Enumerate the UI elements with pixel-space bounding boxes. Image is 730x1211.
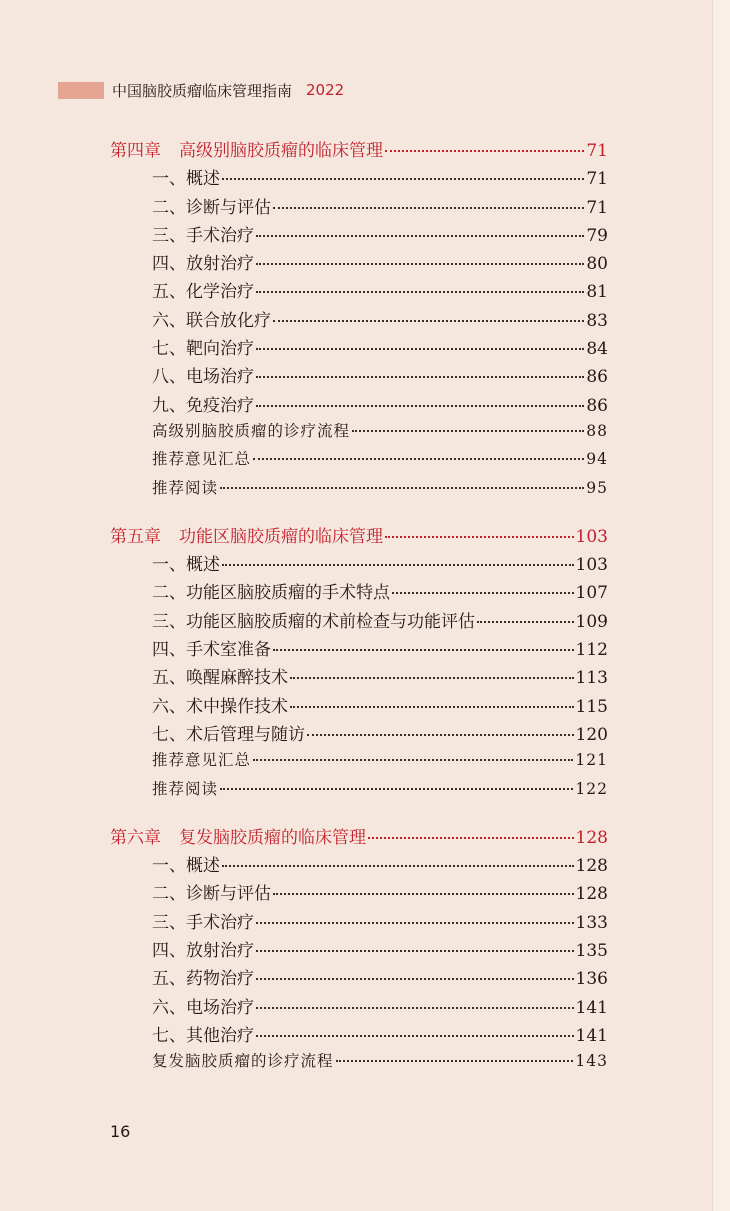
- entry-label: 三、功能区脑胶质瘤的术前检查与功能评估: [152, 611, 475, 632]
- dot-leader: [253, 759, 573, 761]
- entry-page: 107: [575, 583, 608, 604]
- dot-leader: [222, 564, 574, 566]
- dot-leader: [290, 706, 574, 708]
- toc-entry[interactable]: [110, 1049, 608, 1077]
- dot-leader: [256, 291, 584, 293]
- toc-entry[interactable]: [110, 550, 608, 578]
- book-title: 中国脑胶质瘤临床管理指南: [112, 81, 293, 100]
- dot-leader: [220, 487, 584, 489]
- dot-leader: [273, 320, 584, 322]
- entry-label: 推荐意见汇总: [152, 751, 252, 770]
- entry-page: 115: [575, 696, 608, 717]
- entry-page: 103: [575, 555, 608, 576]
- toc-entry[interactable]: [110, 277, 608, 305]
- chapter-title: 复发脑胶质瘤的临床管理: [179, 827, 366, 848]
- entry-label: 五、药物治疗: [152, 969, 254, 990]
- toc-entry[interactable]: [110, 164, 608, 192]
- dot-leader: [273, 207, 584, 209]
- dot-leader: [256, 376, 584, 378]
- toc-entry[interactable]: [110, 908, 608, 936]
- chapter-page: 103: [575, 526, 608, 547]
- toc-entry[interactable]: [110, 936, 608, 964]
- dot-leader: [352, 430, 584, 432]
- entry-page: 86: [586, 367, 608, 388]
- entry-label: 八、电场治疗: [152, 367, 254, 388]
- entry-label: 一、概述: [152, 856, 220, 877]
- dot-leader: [256, 978, 574, 980]
- dot-leader: [307, 734, 574, 736]
- toc-entry[interactable]: [110, 334, 608, 362]
- dot-leader: [477, 621, 574, 623]
- entry-label: 二、诊断与评估: [152, 884, 271, 905]
- entry-label: 推荐阅读: [152, 779, 219, 798]
- dot-leader: [290, 677, 574, 679]
- entry-label: 二、功能区脑胶质瘤的手术特点: [152, 583, 390, 604]
- entry-page: 84: [586, 339, 608, 360]
- entry-label: 四、手术室准备: [152, 640, 271, 661]
- entry-label: 三、手术治疗: [152, 912, 254, 933]
- entry-page: 141: [575, 1025, 608, 1046]
- toc-entry[interactable]: [110, 692, 608, 720]
- dot-leader: [256, 405, 584, 407]
- entry-page: 71: [586, 197, 608, 218]
- dot-leader: [256, 1035, 574, 1037]
- dot-leader: [222, 178, 584, 180]
- entry-page: 136: [575, 969, 608, 990]
- entry-page: 95: [586, 478, 608, 497]
- chapter-6-section: [110, 823, 608, 1078]
- toc-entry[interactable]: [110, 193, 608, 221]
- toc-entry[interactable]: [110, 578, 608, 606]
- toc-entry[interactable]: [110, 851, 608, 879]
- toc-entry[interactable]: [110, 720, 608, 748]
- chapter-number: 第五章: [110, 526, 161, 547]
- book-year: 2022: [306, 81, 345, 99]
- entry-page: 79: [586, 225, 608, 246]
- entry-page: 143: [575, 1052, 608, 1071]
- dot-leader: [273, 893, 574, 895]
- entry-page: 113: [575, 668, 608, 689]
- chapter-title: 高级别脑胶质瘤的临床管理: [179, 141, 383, 161]
- entry-label: 七、其他治疗: [152, 1025, 254, 1046]
- entry-page: 128: [575, 856, 608, 877]
- entry-label: 七、靶向治疗: [152, 339, 254, 360]
- dot-leader: [256, 263, 584, 265]
- dot-leader: [256, 950, 574, 952]
- dot-leader: [385, 150, 584, 152]
- entry-page: 81: [586, 282, 608, 303]
- entry-page: 121: [575, 751, 608, 770]
- entry-page: 122: [575, 779, 608, 798]
- entry-page: 135: [575, 941, 608, 962]
- entry-page: 71: [586, 169, 608, 190]
- page-number: 16: [110, 1122, 131, 1141]
- entry-label: 九、免疫治疗: [152, 395, 254, 416]
- entry-page: 80: [586, 254, 608, 275]
- entry-page: 128: [575, 884, 608, 905]
- dot-leader: [222, 865, 574, 867]
- entry-label: 一、概述: [152, 169, 220, 190]
- chapter-heading[interactable]: [110, 823, 608, 851]
- toc-entry[interactable]: [110, 964, 608, 992]
- dot-leader: [253, 458, 584, 460]
- toc-entry[interactable]: [110, 1021, 608, 1049]
- entry-label: 复发脑胶质瘤的诊疗流程: [152, 1052, 334, 1071]
- dot-leader: [256, 235, 584, 237]
- entry-page: 112: [575, 640, 608, 661]
- toc-entry[interactable]: [110, 777, 608, 805]
- entry-page: 94: [586, 450, 608, 469]
- toc-entry[interactable]: [110, 879, 608, 907]
- toc-entry[interactable]: [110, 419, 608, 447]
- entry-label: 四、放射治疗: [152, 254, 254, 275]
- entry-label: 六、联合放化疗: [152, 310, 271, 331]
- entry-label: 六、术中操作技术: [152, 696, 288, 717]
- entry-label: 推荐阅读: [152, 478, 219, 497]
- toc-entry[interactable]: [110, 748, 608, 776]
- entry-page: 141: [575, 997, 608, 1018]
- chapter-5-section: [110, 522, 608, 805]
- chapter-number: 第六章: [110, 827, 161, 848]
- toc-entry[interactable]: [110, 663, 608, 691]
- table-of-contents: [110, 136, 608, 1096]
- entry-label: 五、化学治疗: [152, 282, 254, 303]
- toc-entry[interactable]: [110, 476, 608, 504]
- toc-entry[interactable]: [110, 221, 608, 249]
- entry-label: 三、手术治疗: [152, 225, 254, 246]
- dot-leader: [256, 922, 574, 924]
- entry-page: 83: [586, 310, 608, 331]
- header-color-bar: [58, 82, 104, 99]
- toc-entry[interactable]: [110, 306, 608, 334]
- chapter-page: 71: [586, 141, 608, 161]
- entry-page: 133: [575, 912, 608, 933]
- entry-label: 一、概述: [152, 555, 220, 576]
- entry-label: 推荐意见汇总: [152, 450, 252, 469]
- chapter-number: 第四章: [110, 141, 161, 161]
- toc-entry[interactable]: [110, 249, 608, 277]
- toc-entry[interactable]: [110, 993, 608, 1021]
- toc-entry[interactable]: [110, 447, 608, 475]
- entry-page: 109: [575, 611, 608, 632]
- chapter-heading[interactable]: [110, 136, 608, 164]
- dot-leader: [256, 348, 584, 350]
- entry-label: 四、放射治疗: [152, 941, 254, 962]
- page-edge-strip: [712, 0, 730, 1211]
- dot-leader: [392, 592, 574, 594]
- running-header: [58, 78, 344, 102]
- chapter-page: 128: [575, 827, 608, 848]
- entry-page: 88: [586, 421, 608, 440]
- toc-entry[interactable]: [110, 607, 608, 635]
- entry-label: 高级别脑胶质瘤的诊疗流程: [152, 421, 351, 440]
- toc-entry[interactable]: [110, 391, 608, 419]
- chapter-title: 功能区脑胶质瘤的临床管理: [179, 526, 383, 547]
- dot-leader: [256, 1007, 574, 1009]
- toc-entry[interactable]: [110, 635, 608, 663]
- entry-label: 七、术后管理与随访: [152, 724, 305, 745]
- entry-label: 二、诊断与评估: [152, 197, 271, 218]
- dot-leader: [220, 788, 573, 790]
- toc-entry[interactable]: [110, 362, 608, 390]
- entry-label: 六、电场治疗: [152, 997, 254, 1018]
- chapter-4-section: [110, 136, 608, 504]
- entry-page: 120: [575, 724, 608, 745]
- entry-label: 五、唤醒麻醉技术: [152, 668, 288, 689]
- chapter-heading[interactable]: [110, 522, 608, 550]
- dot-leader: [273, 649, 574, 651]
- dot-leader: [368, 837, 574, 839]
- entry-page: 86: [586, 395, 608, 416]
- dot-leader: [336, 1060, 574, 1062]
- dot-leader: [385, 536, 574, 538]
